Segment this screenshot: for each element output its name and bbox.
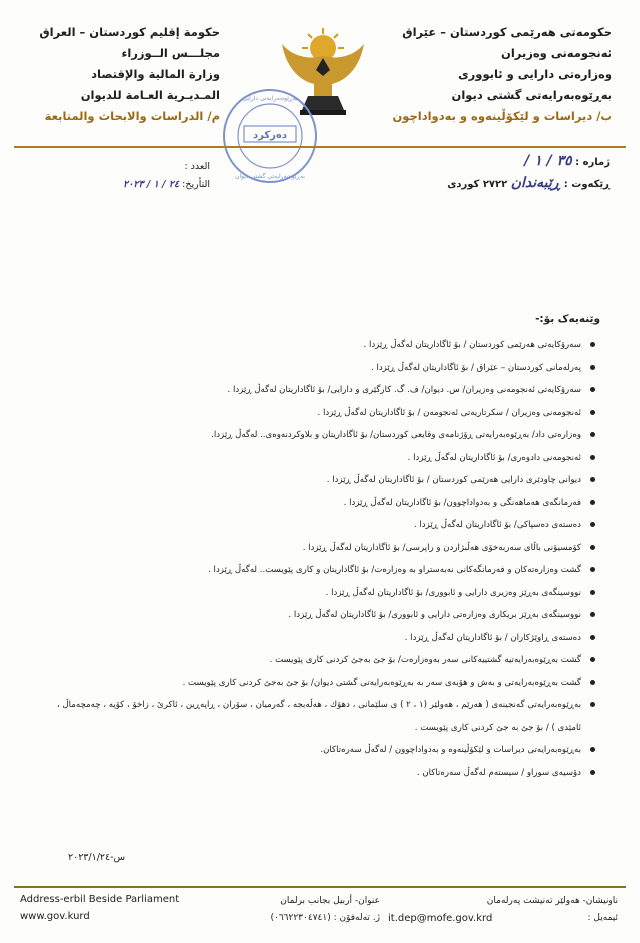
reference-number-value: ٣٥ / ١ / — [524, 153, 572, 169]
bullet-icon — [590, 567, 595, 572]
footer-email-label: ئیمەیل : — [587, 913, 618, 923]
list-item: سەرۆكایەتی ئەنجومەنی وەزیران/ س. دیوان/ ف. گ. كارگێری و دارایی/ بۆ ئاگاداریتان لەگەڵ ڕێزدا . — [40, 379, 595, 402]
bullet-icon — [590, 657, 595, 662]
bullet-icon — [590, 747, 595, 752]
bullet-icon — [590, 612, 595, 617]
official-stamp-icon — [220, 86, 320, 186]
bullet-icon — [590, 410, 595, 415]
reference-code: س-٢٠٢٣/١/٢٤ — [68, 852, 126, 863]
bullet-icon — [590, 702, 595, 707]
bullet-icon — [590, 387, 595, 392]
bullet-icon — [590, 432, 595, 437]
list-item: نووسینگەی بەڕێز وەزیری دارایی و ئابووری/ بۆ ئاگاداریتان لەگەڵ ڕێزدا . — [40, 582, 595, 605]
header-kurdish — [362, 22, 612, 127]
footer-address-ku: ناونیشان- هەولێر تەنیشت پەرلەمان — [486, 896, 618, 906]
reference-ar-date-row — [20, 176, 210, 194]
bullet-icon — [590, 522, 595, 527]
list-item: وەزارەتی داد/ بەڕێوەبەرایەتی ڕۆژنامەی وقایعی كوردستان/ بۆ ئاگاداریتان و بلاوكردنەوەی.. لەگەڵ ڕێزدا. — [40, 424, 595, 447]
footer-phone: ژ. تەلەفۆن : (٠٦٦٢٢٣٠٤٧٤١) — [270, 913, 380, 923]
header-kurdish-line-2: ئەنجومەنی وەزیران — [501, 46, 612, 60]
header-kurdish-line-5: ب/ دیراسات و لێكۆڵینەوە و بەدواداچون — [392, 109, 612, 123]
bullet-icon — [590, 770, 595, 775]
reference-number-row — [390, 150, 610, 172]
stamp-mid-text: دەرکرد — [253, 130, 287, 141]
stamp-bottom-text: بەڕێوەبەرایەتی گشتی دیوان — [235, 173, 305, 180]
reference-date-row — [390, 172, 610, 194]
header-arabic-line-2: مجلـــس الــوزراء — [121, 46, 220, 60]
bullet-icon — [590, 545, 595, 550]
list-item: پەرلەمانی كوردستان – عێراق / بۆ ئاگاداریتان لەگەڵ ڕێزدا . — [40, 357, 595, 380]
list-item: دەستەی ڕاوێژكاران / بۆ ئاگاداریتان لەگەڵ ڕێزدا . — [40, 627, 595, 650]
reference-ar-date-label: التأريخ: — [182, 179, 210, 190]
bullet-icon — [590, 455, 595, 460]
reference-ar-number-label: العدد : — [184, 161, 210, 172]
bullet-icon — [590, 680, 595, 685]
list-item: بەڕێوەبەرایەتی دیراسات و لێكۆڵینەوە و بەدواداچوون / لەگەڵ سەرەتاكان. — [40, 739, 595, 762]
list-item: فەرمانگەی هەماهەنگی و بەدواداچوون/ بۆ ئاگاداریتان لەگەڵ ڕێزدا . — [40, 492, 595, 515]
bullet-icon — [590, 635, 595, 640]
header-kurdish-line-1: حكومەتی هەرێمی كوردستان – عێراق — [402, 25, 612, 39]
reference-date-year: ٢٧٢٢ كوردی — [447, 179, 508, 190]
list-item: دۆسیەی سوراو / سیستەم لەگەڵ سەرەتاكان . — [40, 762, 595, 785]
bullet-icon — [590, 342, 595, 347]
list-item: دیوانی چاودێری دارایی هەرێمی كوردستان / بۆ ئاگاداریتان لەگەڵ ڕێزدا . — [40, 469, 595, 492]
reference-ar-date-value: ٢٤ / ١ / ٢٠٢٣ — [123, 179, 180, 190]
list-item: كۆمسیۆنی باڵای سەربەخۆی هەڵبژاردن و راپرسی/ بۆ ئاگاداریتان لەگەڵ ڕێزدا . — [40, 537, 595, 560]
header-divider — [14, 146, 626, 148]
footer-website[interactable]: www.gov.kurd — [20, 911, 90, 922]
list-item: دەستەی دەسپاكی/ بۆ ئاگاداریتان لەگەڵ ڕێزدا . — [40, 514, 595, 537]
reference-arabic — [20, 158, 210, 194]
footer-email[interactable]: it.dep@mofe.gov.krd — [388, 913, 493, 924]
footer-arabic — [240, 893, 380, 927]
reference-number-label: ژمارە : — [575, 157, 610, 168]
reference-date-value: ڕێبەندان — [510, 175, 561, 191]
list-item: گشت بەڕێوەبەرایەتیە گشتییەكانی سەر بەوەزارەت/ بۆ جێ بەجێ كردنی كاری پێویست . — [40, 649, 595, 672]
list-item: سەرۆكایەتی هەرێمی كوردستان / بۆ ئاگاداریتان لەگەڵ ڕێزدا . — [40, 334, 595, 357]
footer-address-en: Address-erbil Beside Parliament — [20, 894, 180, 905]
reference-date-label: ڕێكەوت : — [563, 179, 610, 190]
stamp-top-text: بەڕێوەبەرایەتی دارایی — [242, 95, 298, 102]
footer-divider — [14, 886, 626, 888]
bullet-icon — [590, 477, 595, 482]
list-item: ئەنجومەنی وەزیران / سكرتاریەتی ئەنجومەن / بۆ ئاگاداریتان لەگەڵ ڕێزدا . — [40, 402, 595, 425]
bullet-icon — [590, 500, 595, 505]
header-arabic-line-3: وزارة المالية والإقتصاد — [91, 67, 220, 81]
footer-kurdish — [388, 893, 618, 927]
header-arabic-line-1: حكومة إقليم كوردستان – العراق — [39, 25, 220, 39]
bullet-icon — [590, 365, 595, 370]
list-item: نووسینگەی بەڕێز بریكاری وەزارەتی دارایی و ئابووری/ بۆ ئاگاداریتان لەگەڵ ڕێزدا . — [40, 604, 595, 627]
reference-ar-number-row — [20, 158, 210, 176]
distribution-intro: وێنەیەک بۆ:- — [535, 313, 600, 325]
footer-address-ar: عنوان- أربيل بجانب برلمان — [280, 896, 380, 906]
reference-kurdish — [390, 150, 610, 194]
distribution-list — [40, 334, 595, 784]
header-arabic-line-5: م/ الدراسات والابحاث والمتابعة — [44, 109, 220, 123]
header-kurdish-line-3: وەزارەتی دارایی و ئابووری — [458, 67, 612, 81]
header-kurdish-line-4: بەڕێوەبەرایەتی گشتی دیوان — [451, 88, 612, 102]
bullet-icon — [590, 590, 595, 595]
list-item: گشت بەڕێوەبەرایەتی و بەش و هۆبەی سەر بە بەڕێوەبەرایەتی گشتی دیوان/ بۆ جێ بەجێ كردنی كاری پێویست . — [40, 672, 595, 695]
list-item: گشت وەزارەتەكان و فەرمانگەكانی نەبەستراو بە وەزارەت/ بۆ ئاگاداریتان و كاری پێویست.. لەگەڵ ڕێزدا . — [40, 559, 595, 582]
list-item: بەڕێوەبەرایەتی گەنجینەی ( هەرێم ، هەولێر (١ ، ٢ ) ی سلێمانی ، دهۆك ، هەڵەبجە ، گەرمیان ، سۆران ، ڕاپەڕین ، ئاكرێ ، زاخۆ ، كۆیە ، چەمچەماڵ ، ئامێدی ) / بۆ جێ بە جێ كردنی كاری پێویست . — [40, 694, 595, 739]
footer-english — [20, 891, 179, 925]
list-item: ئەنجومەنی دادوەری/ بۆ ئاگاداریتان لەگەڵ ڕێزدا . — [40, 447, 595, 470]
header-arabic-line-4: المـديـرية العـامة للديوان — [80, 88, 220, 102]
header-arabic — [20, 22, 220, 127]
